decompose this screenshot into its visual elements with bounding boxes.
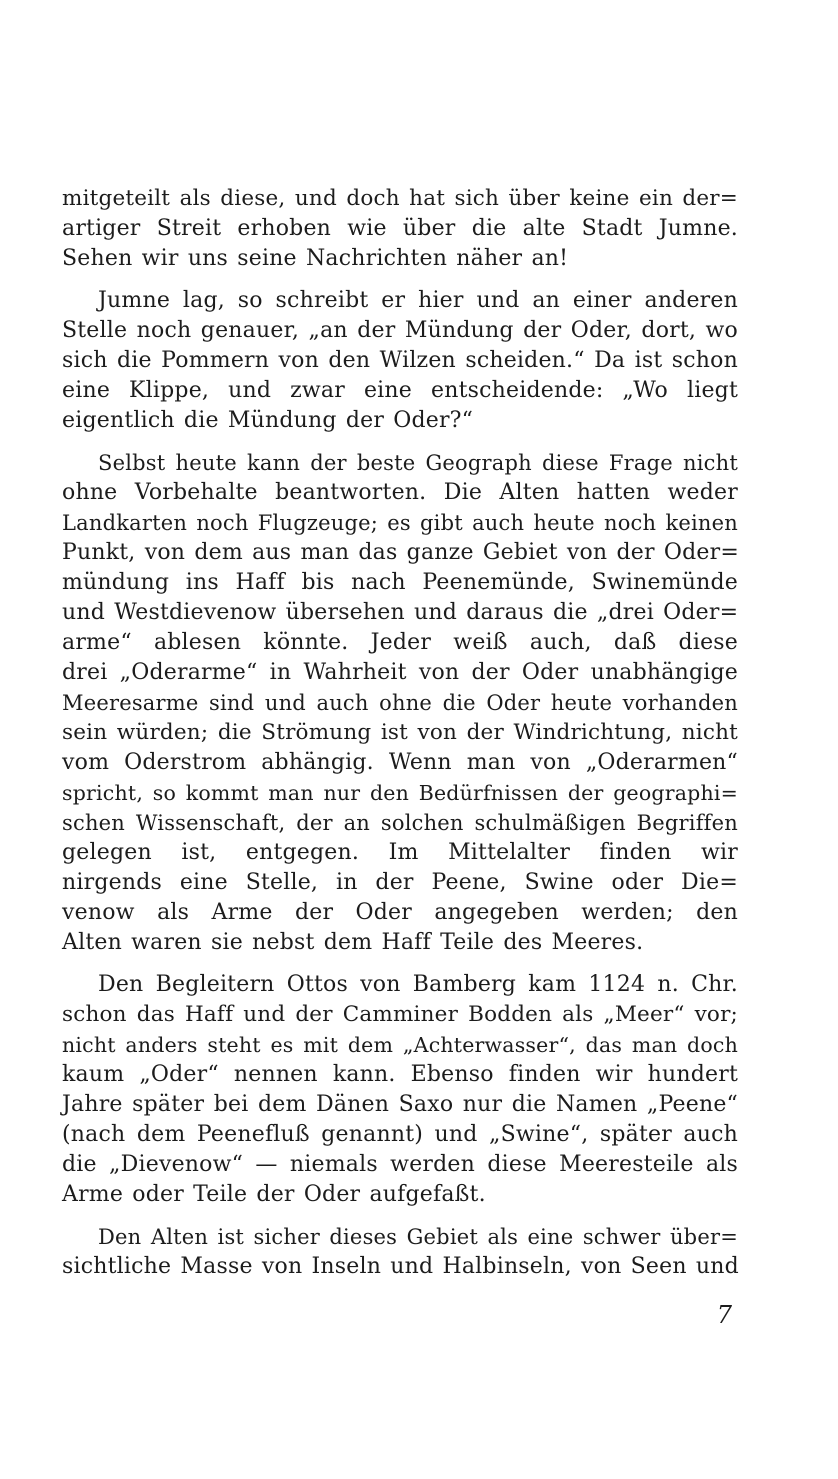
text-line: Selbst heute kann der beste Geograph diese Frage nicht xyxy=(98,451,738,475)
text-line: mündung ins Haff bis nach Peenemünde, Swinemünde xyxy=(62,570,738,595)
text-line: schen Wissenschaft, der an solchen schulmäßigen Begriffen xyxy=(62,811,738,835)
text-line: die „Dievenow“ — niemals werden diese Meeresteile als xyxy=(62,1152,738,1177)
text-line: und Westdievenow übersehen und daraus die „drei Oder= xyxy=(62,600,739,625)
text-line: Arme oder Teile der Oder aufgefaßt. xyxy=(62,1182,486,1207)
paragraph-2 xyxy=(62,286,738,436)
text-line: nicht anders steht es mit dem „Achterwasser“, das man doch xyxy=(62,1033,738,1057)
page-number: 7 xyxy=(716,1301,732,1329)
text-line: artiger Streit erhoben wie über die alte Stadt Jumne. xyxy=(62,216,738,241)
text-line: gelegen ist, entgegen. Im Mittelalter finden wir xyxy=(62,840,738,865)
text-line: Sehen wir uns seine Nachrichten näher an! xyxy=(62,246,569,271)
text-line: arme“ ablesen könnte. Jeder weiß auch, daß diese xyxy=(62,630,738,655)
text-line: kaum „Oder“ nennen kann. Ebenso finden wir hundert xyxy=(62,1062,738,1087)
paragraph-4 xyxy=(62,970,738,1210)
text-line: sichtliche Masse von Inseln und Halbinseln, von Seen und xyxy=(62,1254,739,1279)
text-line: eine Klippe, und zwar eine entscheidende: „Wo liegt xyxy=(62,378,738,403)
text-line: ohne Vorbehalte beantworten. Die Alten hatten weder xyxy=(62,480,738,505)
text-line: sein würden; die Strömung ist von der Windrichtung, nicht xyxy=(62,720,738,745)
text-line: spricht, so kommt man nur den Bedürfnissen der geographi= xyxy=(62,781,738,805)
paragraph-5 xyxy=(62,1222,738,1282)
text-line: schon das Haff und der Camminer Bodden als „Meer“ vor; xyxy=(62,1002,738,1027)
text-line: nirgends eine Stelle, in der Peene, Swine oder Die= xyxy=(62,870,738,895)
text-line: Jahre später bei dem Dänen Saxo nur die Namen „Peene“ xyxy=(62,1092,738,1117)
text-line: sich die Pommern von den Wilzen scheiden.“ Da ist schon xyxy=(62,348,738,373)
text-line: drei „Oderarme“ in Wahrheit von der Oder unabhängige xyxy=(62,660,738,685)
text-line: venow als Arme der Oder angegeben werden; den xyxy=(62,900,738,925)
text-line: Meeresarme sind und auch ohne die Oder heute vorhanden xyxy=(62,691,738,715)
text-line: Punkt, von dem aus man das ganze Gebiet von der Oder= xyxy=(62,540,739,565)
text-line: eigentlich die Mündung der Oder?“ xyxy=(62,408,474,433)
text-line: Den Alten ist sicher dieses Gebiet als eine schwer über= xyxy=(98,1225,738,1249)
text-line: (nach dem Peenefluß genannt) und „Swine“, später auch xyxy=(62,1122,738,1147)
paragraph-1 xyxy=(62,184,738,274)
text-line: Alten waren sie nebst dem Haff Teile des Meeres. xyxy=(62,930,644,955)
text-line: Jumne lag, so schreibt er hier und an einer anderen xyxy=(98,288,738,313)
text-line: Den Begleitern Ottos von Bamberg kam 1124 n. Chr. xyxy=(98,972,738,997)
text-line: mitgeteilt als diese, und doch hat sich über keine ein der= xyxy=(62,186,738,211)
text-line: vom Oderstrom abhängig. Wenn man von „Oderarmen“ xyxy=(62,750,738,775)
text-line: Landkarten noch Flugzeuge; es gibt auch heute noch keinen xyxy=(62,511,738,535)
body-text xyxy=(62,184,738,1294)
text-line: Stelle noch genauer, „an der Mündung der Oder, dort, wo xyxy=(62,318,738,343)
paragraph-3 xyxy=(62,448,738,958)
